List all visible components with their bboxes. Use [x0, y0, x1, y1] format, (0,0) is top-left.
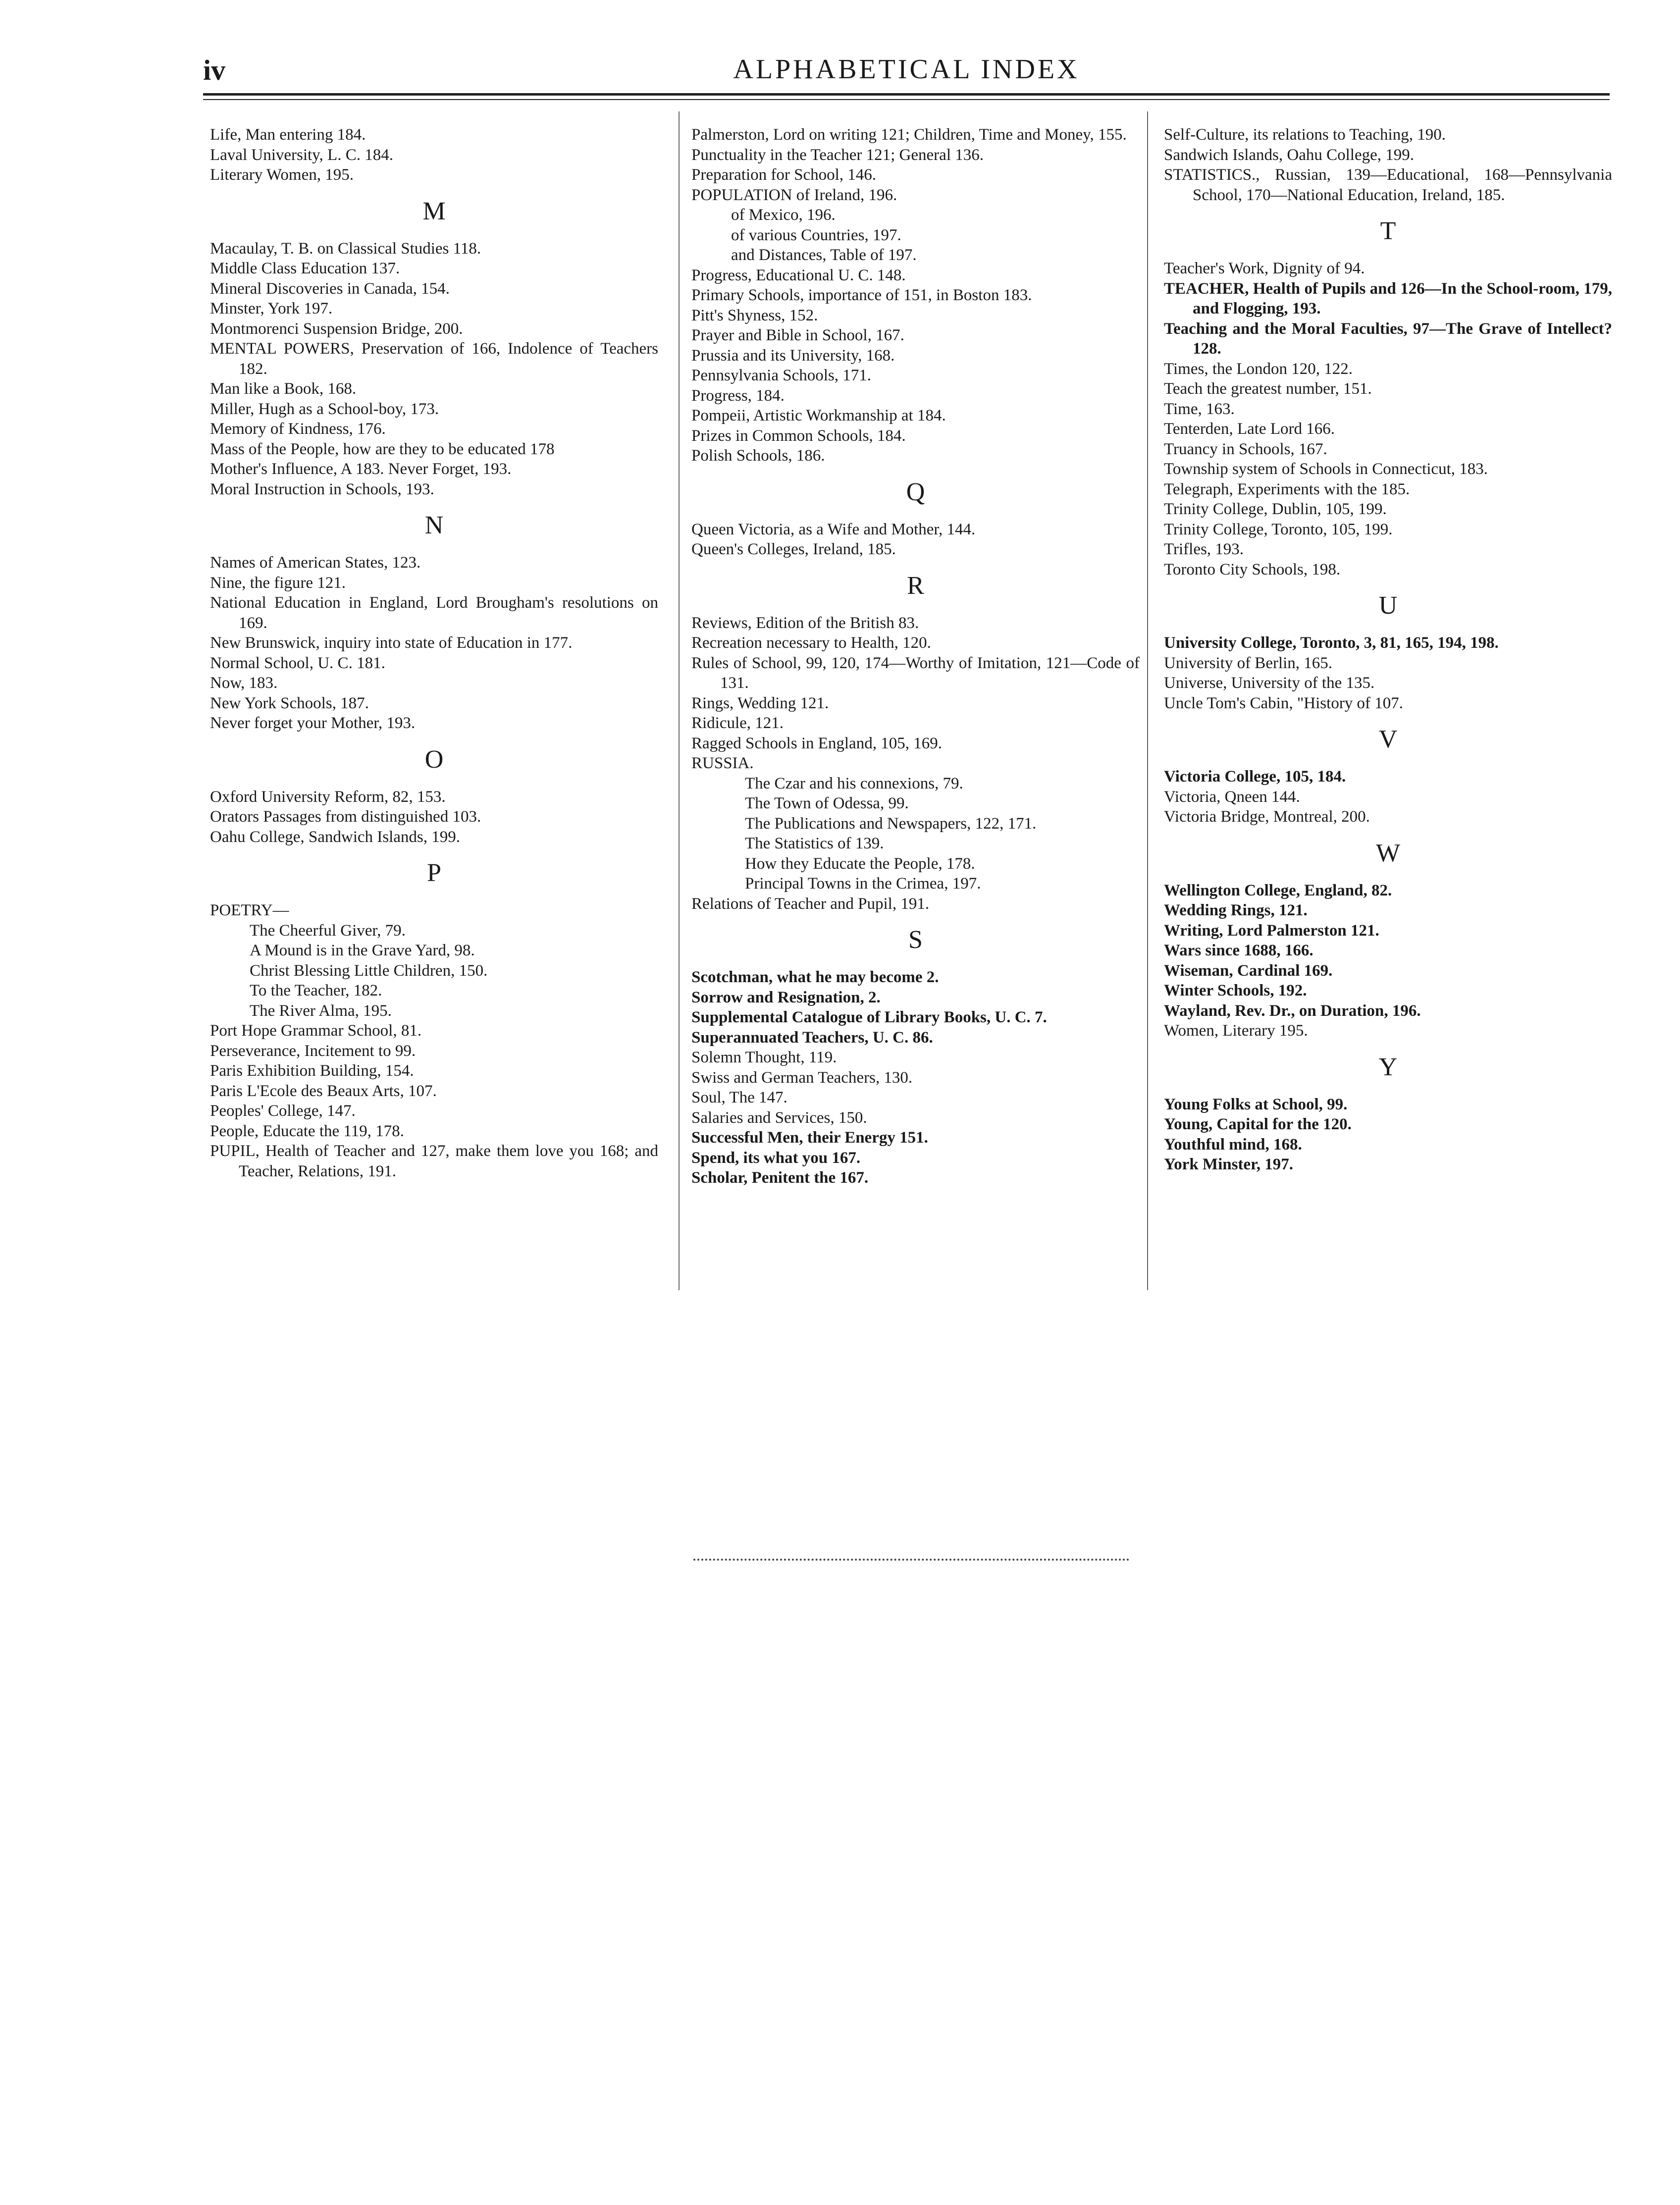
- index-entry: To the Teacher, 182.: [250, 982, 382, 999]
- index-entry: New York Schools, 187.: [210, 694, 369, 712]
- section-letter-heading: W: [1375, 839, 1401, 867]
- index-entry: Now, 183.: [210, 674, 278, 692]
- index-entry: People, Educate the 119, 178.: [210, 1122, 404, 1140]
- index-entry: How they Educate the People, 178.: [745, 854, 975, 873]
- index-entry: Literary Women, 195.: [210, 166, 354, 184]
- index-entry: Oahu College, Sandwich Islands, 199.: [210, 828, 461, 846]
- index-section: [691, 476, 1140, 560]
- index-entry: Swiss and German Teachers, 130.: [691, 1068, 913, 1087]
- index-entry: Supplemental Catalogue of Library Books, U. C. 7.: [691, 1008, 1047, 1026]
- index-entry: Youthful mind, 168.: [1164, 1135, 1302, 1154]
- index-entry: Preparation for School, 146.: [691, 166, 877, 184]
- index-section: [210, 857, 658, 1181]
- index-entry: Never forget your Mother, 193.: [210, 714, 416, 732]
- index-entry: Solemn Thought, 119.: [691, 1049, 837, 1066]
- index-entry: Relations of Teacher and Pupil, 191.: [691, 894, 930, 913]
- index-section: [1164, 125, 1612, 205]
- index-entry: of various Countries, 197.: [731, 226, 901, 244]
- index-section: [1164, 1051, 1612, 1175]
- index-section: [210, 195, 658, 500]
- footer-ornament-rule: [693, 1553, 1129, 1561]
- index-entry: Salaries and Services, 150.: [691, 1108, 867, 1127]
- index-entry: Miller, Hugh as a School-boy, 173.: [210, 400, 439, 418]
- index-section: [210, 125, 658, 185]
- index-entry: University of Berlin, 165.: [1164, 654, 1333, 672]
- index-entry: Young Folks at School, 99.: [1164, 1095, 1348, 1113]
- index-entry: of Mexico, 196.: [731, 206, 836, 224]
- section-letter-heading: N: [424, 511, 444, 539]
- index-entry: Punctuality in the Teacher 121; General 136.: [691, 146, 984, 164]
- index-entry: Names of American States, 123.: [210, 554, 421, 572]
- index-entry: Rules of School, 99, 120, 174—Worthy of Imitation, 121—Code of 131.: [691, 654, 1140, 692]
- header-rule-thin: [203, 99, 1610, 100]
- index-entry: Pompeii, Artistic Workmanship at 184.: [691, 407, 946, 424]
- index-entry: Prizes in Common Schools, 184.: [691, 426, 906, 445]
- index-entry: The Town of Odessa, 99.: [745, 794, 909, 812]
- index-entry: A Mound is in the Grave Yard, 98.: [250, 942, 475, 959]
- index-column-2: [691, 125, 1140, 1188]
- index-entry: Tenterden, Late Lord 166.: [1164, 420, 1335, 438]
- index-entry: PUPIL, Health of Teacher and 127, make them love you 168; and Teacher, Relations, 191.: [210, 1142, 658, 1180]
- index-entry: Mass of the People, how are they to be educated 178: [210, 440, 555, 458]
- index-entry: Trinity College, Toronto, 105, 199.: [1164, 520, 1393, 538]
- index-entry: York Minster, 197.: [1164, 1155, 1293, 1173]
- index-entry: Wayland, Rev. Dr., on Duration, 196.: [1164, 1001, 1421, 1020]
- index-entry: Scholar, Penitent the 167.: [691, 1169, 869, 1187]
- section-letter-heading: U: [1378, 591, 1398, 620]
- index-entry: Paris L'Ecole des Beaux Arts, 107.: [210, 1082, 437, 1100]
- index-entry: Wellington College, England, 82.: [1164, 881, 1392, 899]
- index-entry: Victoria, Qneen 144.: [1164, 788, 1300, 806]
- column-divider: [1147, 111, 1148, 1290]
- index-entry: Scotchman, what he may become 2.: [691, 968, 939, 986]
- index-entry: Peoples' College, 147.: [210, 1102, 356, 1120]
- index-entry: Paris Exhibition Building, 154.: [210, 1062, 414, 1080]
- index-entry: Truancy in Schools, 167.: [1164, 440, 1327, 458]
- index-entry: Superannuated Teachers, U. C. 86.: [691, 1028, 933, 1047]
- index-entry: Spend, its what you 167.: [691, 1149, 861, 1167]
- index-entry: Oxford University Reform, 82, 153.: [210, 788, 446, 806]
- index-section: [1164, 589, 1612, 713]
- index-entry: Christ Blessing Little Children, 150.: [250, 961, 488, 980]
- index-entry: Minster, York 197.: [210, 300, 333, 317]
- index-entry: Memory of Kindness, 176.: [210, 420, 386, 438]
- index-entry: RUSSIA.: [691, 754, 754, 772]
- index-section: [691, 570, 1140, 914]
- index-entry: Young, Capital for the 120.: [1164, 1115, 1352, 1133]
- section-letter-heading: O: [424, 745, 444, 774]
- index-entry: STATISTICS., Russian, 139—Educational, 168—Pennsylvania School, 170—National Education, Ireland, 185.: [1164, 166, 1612, 204]
- index-entry: Ragged Schools in England, 105, 169.: [691, 734, 942, 752]
- index-entry: Man like a Book, 168.: [210, 380, 357, 398]
- index-entry: National Education in England, Lord Brougham's resolutions on 169.: [210, 594, 658, 632]
- index-entry: Laval University, L. C. 184.: [210, 146, 393, 164]
- index-entry: Victoria College, 105, 184.: [1164, 768, 1346, 786]
- page-number: iv: [203, 54, 226, 86]
- index-entry: Wars since 1688, 166.: [1164, 942, 1313, 959]
- index-section: [1164, 723, 1612, 827]
- index-entry: University College, Toronto, 3, 81, 165, 194, 198.: [1164, 634, 1499, 652]
- index-entry: Trinity College, Dublin, 105, 199.: [1164, 500, 1387, 518]
- index-section: [210, 743, 658, 847]
- index-entry: Reviews, Edition of the British 83.: [691, 614, 919, 632]
- index-entry: Teach the greatest number, 151.: [1164, 380, 1372, 398]
- index-entry: Recreation necessary to Health, 120.: [691, 634, 931, 652]
- index-entry: Telegraph, Experiments with the 185.: [1164, 480, 1410, 498]
- index-entry: Queen Victoria, as a Wife and Mother, 144.: [691, 520, 976, 538]
- index-entry: New Brunswick, inquiry into state of Education in 177.: [210, 634, 573, 652]
- index-entry: Macaulay, T. B. on Classical Studies 118.: [210, 239, 481, 258]
- index-entry: Winter Schools, 192.: [1164, 982, 1307, 999]
- index-section: [1164, 837, 1612, 1041]
- index-entry: Times, the London 120, 122.: [1164, 360, 1353, 378]
- index-entry: The Czar and his connexions, 79.: [745, 774, 963, 792]
- index-entry: POETRY—: [210, 901, 289, 919]
- index-entry: Teaching and the Moral Faculties, 97—The Grave of Intellect? 128.: [1164, 319, 1612, 358]
- index-entry: Perseverance, Incitement to 99.: [210, 1042, 416, 1060]
- index-entry: Prayer and Bible in School, 167.: [691, 326, 904, 344]
- index-entry: Port Hope Grammar School, 81.: [210, 1022, 422, 1040]
- index-entry: Progress, 184.: [691, 386, 785, 405]
- index-entry: Prussia and its University, 168.: [691, 346, 895, 365]
- index-entry: Time, 163.: [1164, 400, 1235, 418]
- index-entry: Palmerston, Lord on writing 121; Children, Time and Money, 155.: [691, 126, 1127, 144]
- section-letter-heading: P: [427, 859, 441, 887]
- index-entry: Normal School, U. C. 181.: [210, 654, 385, 672]
- index-section: [691, 924, 1140, 1188]
- section-letter-heading: S: [908, 926, 923, 954]
- index-entry: Sandwich Islands, Oahu College, 199.: [1164, 146, 1415, 164]
- index-entry: The River Alma, 195.: [250, 1001, 392, 1020]
- index-entry: Ridicule, 121.: [691, 714, 784, 732]
- index-entry: Queen's Colleges, Ireland, 185.: [691, 540, 896, 558]
- index-entry: Township system of Schools in Connecticut, 183.: [1164, 460, 1488, 478]
- index-entry: TEACHER, Health of Pupils and 126—In the School-room, 179, and Flogging, 193.: [1164, 279, 1612, 317]
- column-divider: [679, 111, 680, 1290]
- index-entry: The Publications and Newspapers, 122, 171.: [745, 814, 1037, 833]
- index-entry: Pitt's Shyness, 152.: [691, 306, 818, 324]
- section-letter-heading: V: [1378, 725, 1398, 753]
- index-entry: Wedding Rings, 121.: [1164, 901, 1308, 919]
- index-entry: The Statistics of 139.: [745, 835, 884, 852]
- index-entry: and Distances, Table of 197.: [731, 246, 917, 264]
- page-title: ALPHABETICAL INDEX: [733, 54, 1080, 85]
- index-entry: MENTAL POWERS, Preservation of 166, Indolence of Teachers 182.: [210, 340, 658, 378]
- index-entry: The Cheerful Giver, 79.: [250, 921, 406, 940]
- index-entry: Soul, The 147.: [691, 1089, 788, 1106]
- index-entry: Successful Men, their Energy 151.: [691, 1129, 928, 1147]
- index-entry: Moral Instruction in Schools, 193.: [210, 480, 434, 498]
- section-letter-heading: M: [422, 197, 446, 225]
- index-column-3: [1164, 125, 1612, 1175]
- index-section: [691, 125, 1140, 466]
- index-entry: POPULATION of Ireland, 196.: [691, 186, 897, 204]
- header-rule: [203, 93, 1610, 96]
- index-entry: Primary Schools, importance of 151, in Boston 183.: [691, 286, 1032, 304]
- index-section: [210, 509, 658, 734]
- index-entry: Toronto City Schools, 198.: [1164, 560, 1341, 578]
- index-entry: Principal Towns in the Crimea, 197.: [745, 875, 981, 892]
- section-letter-heading: T: [1380, 217, 1396, 245]
- index-entry: Polish Schools, 186.: [691, 447, 825, 465]
- index-entry: Sorrow and Resignation, 2.: [691, 988, 881, 1006]
- index-entry: Progress, Educational U. C. 148.: [691, 266, 906, 284]
- index-entry: Trifles, 193.: [1164, 540, 1244, 558]
- index-entry: Middle Class Education 137.: [210, 260, 400, 277]
- index-entry: Mineral Discoveries in Canada, 154.: [210, 279, 450, 298]
- page-header: [203, 50, 1610, 94]
- index-entry: Rings, Wedding 121.: [691, 694, 829, 712]
- section-letter-heading: Q: [906, 477, 925, 506]
- index-entry: Uncle Tom's Cabin, "History of 107.: [1164, 694, 1404, 712]
- section-letter-heading: R: [907, 571, 924, 600]
- index-entry: Mother's Influence, A 183. Never Forget, 193.: [210, 460, 512, 478]
- index-section: [1164, 215, 1612, 579]
- index-entry: Women, Literary 195.: [1164, 1022, 1308, 1040]
- index-entry: Teacher's Work, Dignity of 94.: [1164, 260, 1365, 277]
- index-entry: Universe, University of the 135.: [1164, 674, 1375, 692]
- index-entry: Wiseman, Cardinal 169.: [1164, 961, 1333, 980]
- index-entry: Orators Passages from distinguished 103.: [210, 808, 481, 826]
- section-letter-heading: Y: [1378, 1052, 1398, 1081]
- index-entry: Nine, the figure 121.: [210, 574, 346, 592]
- index-entry: Life, Man entering 184.: [210, 126, 366, 144]
- index-entry: Pennsylvania Schools, 171.: [691, 367, 871, 384]
- index-entry: Montmorenci Suspension Bridge, 200.: [210, 319, 463, 338]
- index-entry: Self-Culture, its relations to Teaching, 190.: [1164, 126, 1446, 144]
- index-column-1: [210, 125, 658, 1181]
- index-entry: Victoria Bridge, Montreal, 200.: [1164, 808, 1370, 826]
- index-entry: Writing, Lord Palmerston 121.: [1164, 921, 1379, 940]
